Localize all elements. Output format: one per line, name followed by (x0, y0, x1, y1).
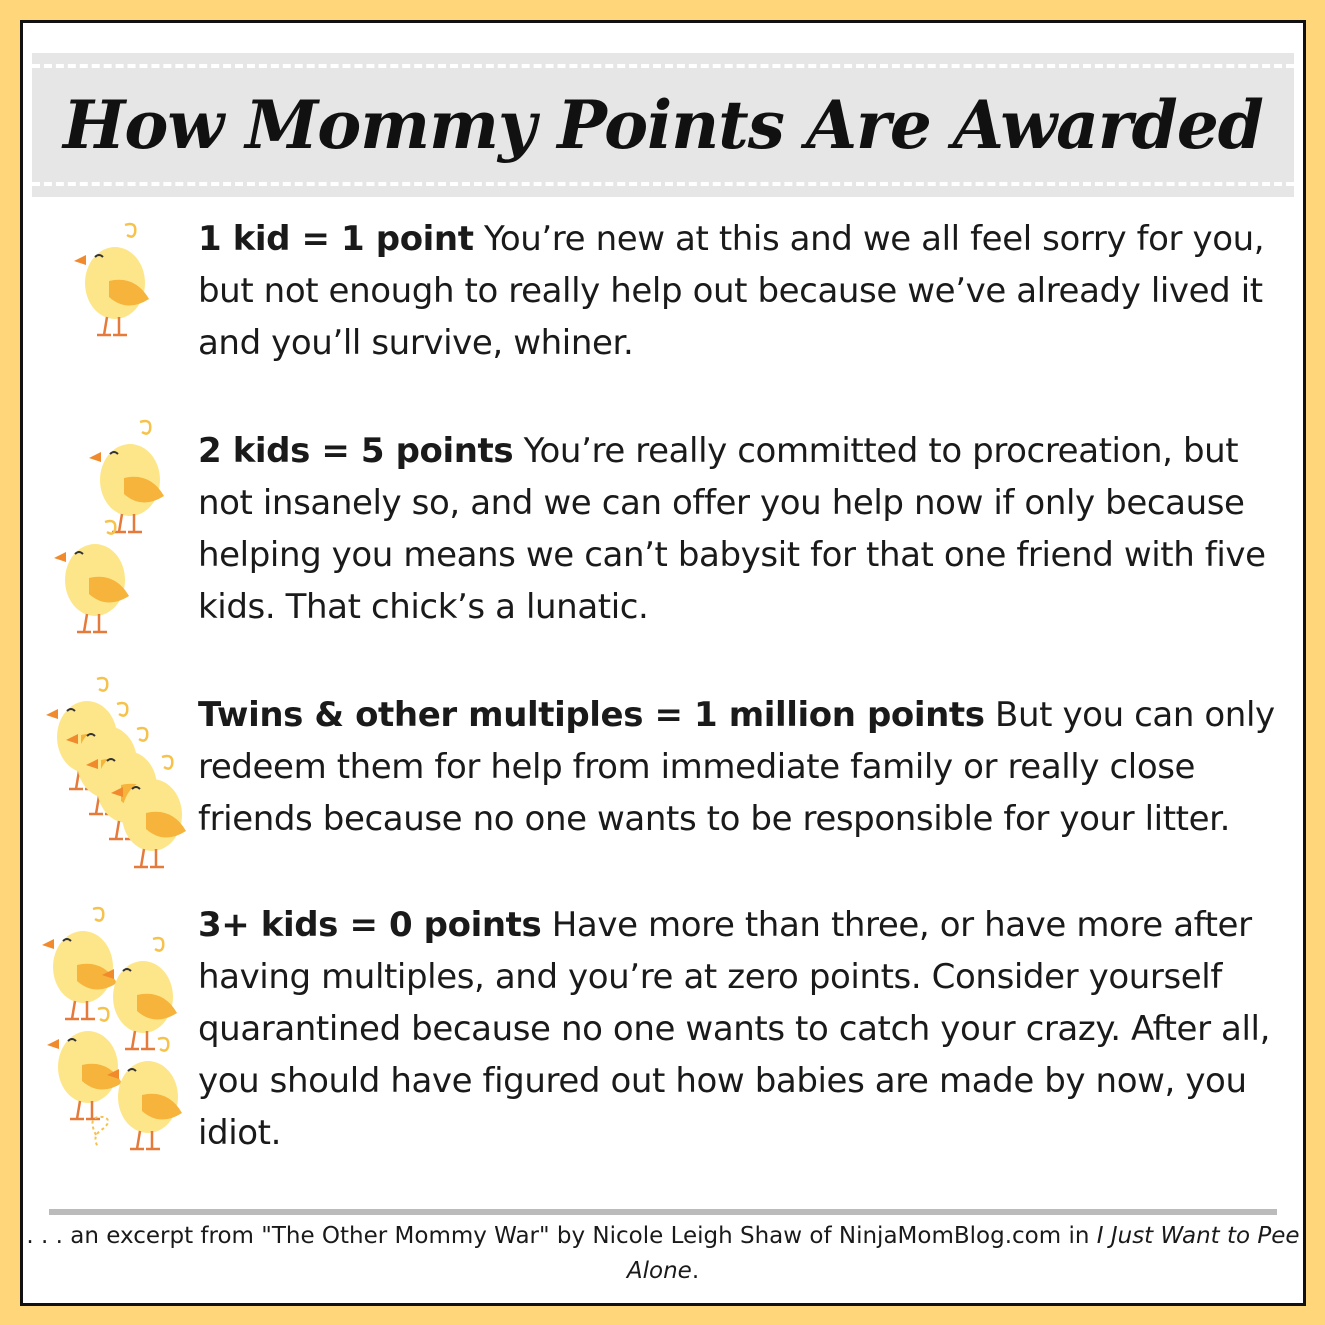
chick-icon (54, 521, 129, 632)
banner-dash-bottom (32, 182, 1294, 186)
banner-dash-top (32, 64, 1294, 68)
page-title: How Mommy Points Are Awarded (63, 86, 1263, 164)
points-item-3 (198, 689, 1293, 845)
chick-icon (74, 224, 149, 335)
footer-divider (49, 1209, 1277, 1215)
chick-icon-group-2 (48, 418, 178, 638)
item-heading: 1 kid = 1 point (198, 219, 474, 259)
item-text: But you can only redeem them for help from immediate family or really close friends because no one wants to be responsible for your litter. (198, 695, 1275, 839)
infographic-card (20, 20, 1306, 1306)
chick-icon-group-4 (41, 905, 201, 1155)
item-heading: Twins & other multiples = 1 million points (198, 695, 985, 735)
chick-icon (107, 1038, 182, 1149)
chick-icon (89, 421, 164, 532)
chick-icon-group-1 (73, 221, 163, 346)
points-item-1 (198, 213, 1293, 369)
chick-icon-group-3 (45, 675, 195, 885)
points-item-2 (198, 425, 1293, 633)
item-heading: 3+ kids = 0 points (198, 905, 542, 945)
item-text: You’re new at this and we all feel sorry for you, but not enough to really help out because we’ve already lived it and you’ll survive, whiner. (198, 219, 1265, 363)
item-heading: 2 kids = 5 points (198, 431, 514, 471)
item-text: Have more than three, or have more after having multiples, and you’re at zero points. Consider yourself quarantined because no one wants to catch your crazy. After all, you should have figured out how babies are made by now, you idiot. (198, 905, 1270, 1153)
chick-trail-icon (92, 1117, 108, 1147)
title-banner (32, 53, 1294, 197)
footer-credit (23, 1219, 1303, 1289)
chick-icon (102, 938, 177, 1049)
footer-prefix: . . . an excerpt from "The Other Mommy War" by Nicole Leigh Shaw of NinjaMomBlog.com in (26, 1223, 1090, 1249)
points-item-4 (198, 899, 1293, 1159)
item-text: You’re really committed to procreation, but not insanely so, and we can offer you help now if only because helping you means we can’t babysit for that one friend with five kids. That chick’s a lunatic. (198, 431, 1266, 627)
footer-book-title: I Just Want to Pee Alone (626, 1223, 1300, 1284)
footer-suffix: . (691, 1258, 700, 1284)
chick-icon (47, 1008, 122, 1119)
chick-icon (42, 908, 117, 1019)
